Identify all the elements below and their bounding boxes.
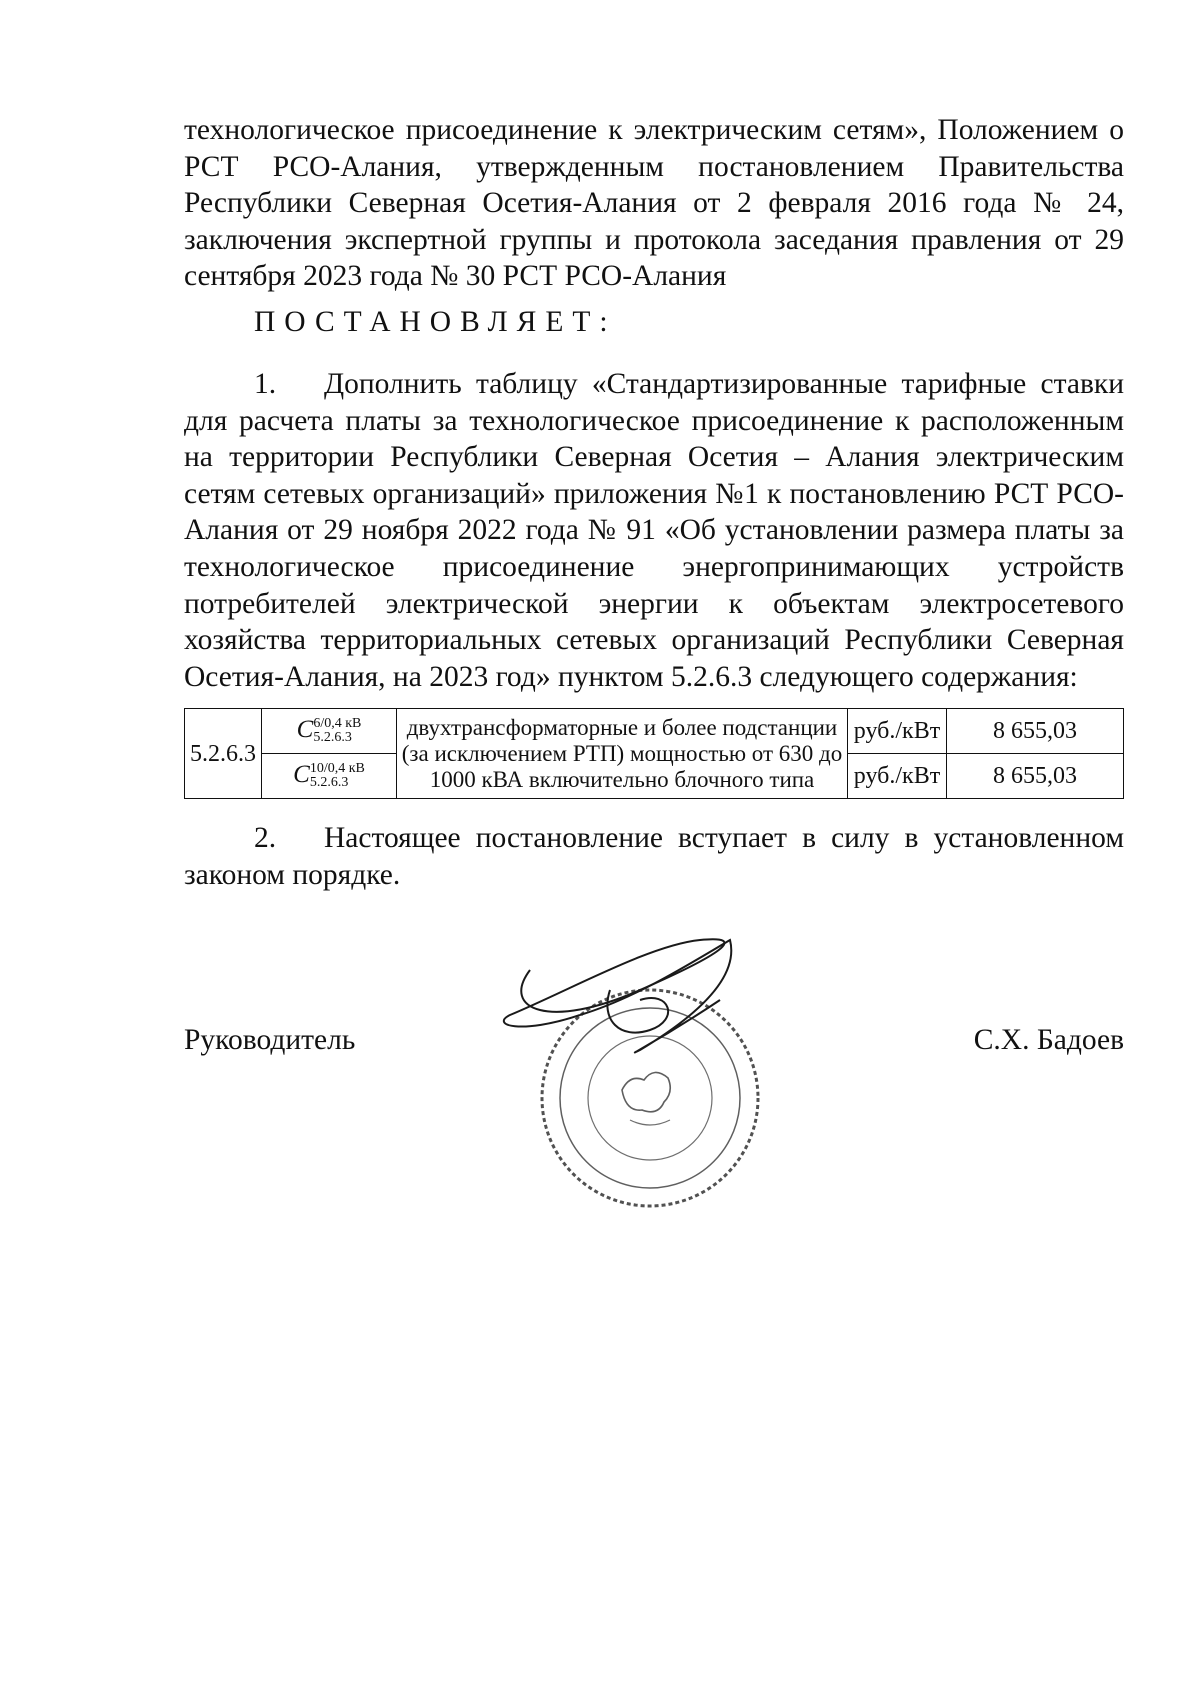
rate-symbol-cell (262, 754, 397, 799)
item-2-paragraph (184, 820, 1124, 893)
unit-cell: руб./кВт (848, 709, 947, 754)
rate-symbol-subscript: 5.2.6.3 (309, 775, 349, 791)
seal-stamp (542, 990, 758, 1206)
item-1-paragraph (184, 366, 1124, 695)
intro-paragraph: технологическое присоединение к электрическим сетям», Положением о РСТ РСО-Алания, утвержденным постановлением Правительства Республики Северная Осетия-Алания от 2 февраля 2016 года № 24, заключения экспертной группы и протокола заседания правления от 29 сентября 2023 года № 30 РСТ РСО-Алания (184, 114, 1124, 293)
description-cell: двухтрансформаторные и более подстанции (за исключением РТП) мощностью от 630 до 1000 кВА включительно блочного типа (397, 709, 848, 799)
rate-symbol-superscript: 6/0,4 кВ (313, 716, 362, 732)
rate-symbol-cell (262, 709, 397, 754)
signatory-role: Руководитель (184, 1024, 356, 1056)
rate-symbol: C (293, 760, 310, 788)
unit-cell: руб./кВт (848, 754, 947, 799)
rate-symbol: C (296, 715, 314, 743)
item-1-text: Дополнить таблицу «Стандартизированные тарифные ставки для расчета платы за технологическое присоединение к расположенным на территории Республики Северная Осетия – Алания электрическим сетям сетевых организаций» приложения №1 к постановлению РСТ РСО-Алания от 29 ноября 2022 года № 91 «Об установлении размера платы за технологическое присоединение энергопринимающих устройств потребителей электрической энергии к объектам электросетевого хозяйства территориальных сетевых организаций Республики Северная Осетия-Алания, на 2023 год» пунктом 5.2.6.3 следующего содержания: (184, 368, 1124, 693)
item-1-number: 1. (254, 368, 277, 400)
official-seal-with-signature (490, 930, 810, 1230)
rate-symbol-subscript: 5.2.6.3 (313, 730, 352, 746)
tariff-table (184, 708, 1124, 799)
item-code-cell: 5.2.6.3 (185, 709, 262, 799)
rate-symbol-superscript: 10/0,4 кВ (309, 761, 365, 777)
table-row (185, 709, 1124, 754)
signatory-name: С.Х. Бадоев (973, 1024, 1124, 1056)
rate-cell: 8 655,03 (947, 709, 1124, 754)
rate-cell: 8 655,03 (947, 754, 1124, 799)
decree-heading: ПОСТАНОВЛЯЕТ: (254, 306, 617, 338)
item-2-text: Настоящее постановление вступает в силу в установленном законом порядке. (184, 822, 1124, 891)
handwritten-signature (504, 939, 731, 1052)
item-2-number: 2. (254, 822, 277, 854)
